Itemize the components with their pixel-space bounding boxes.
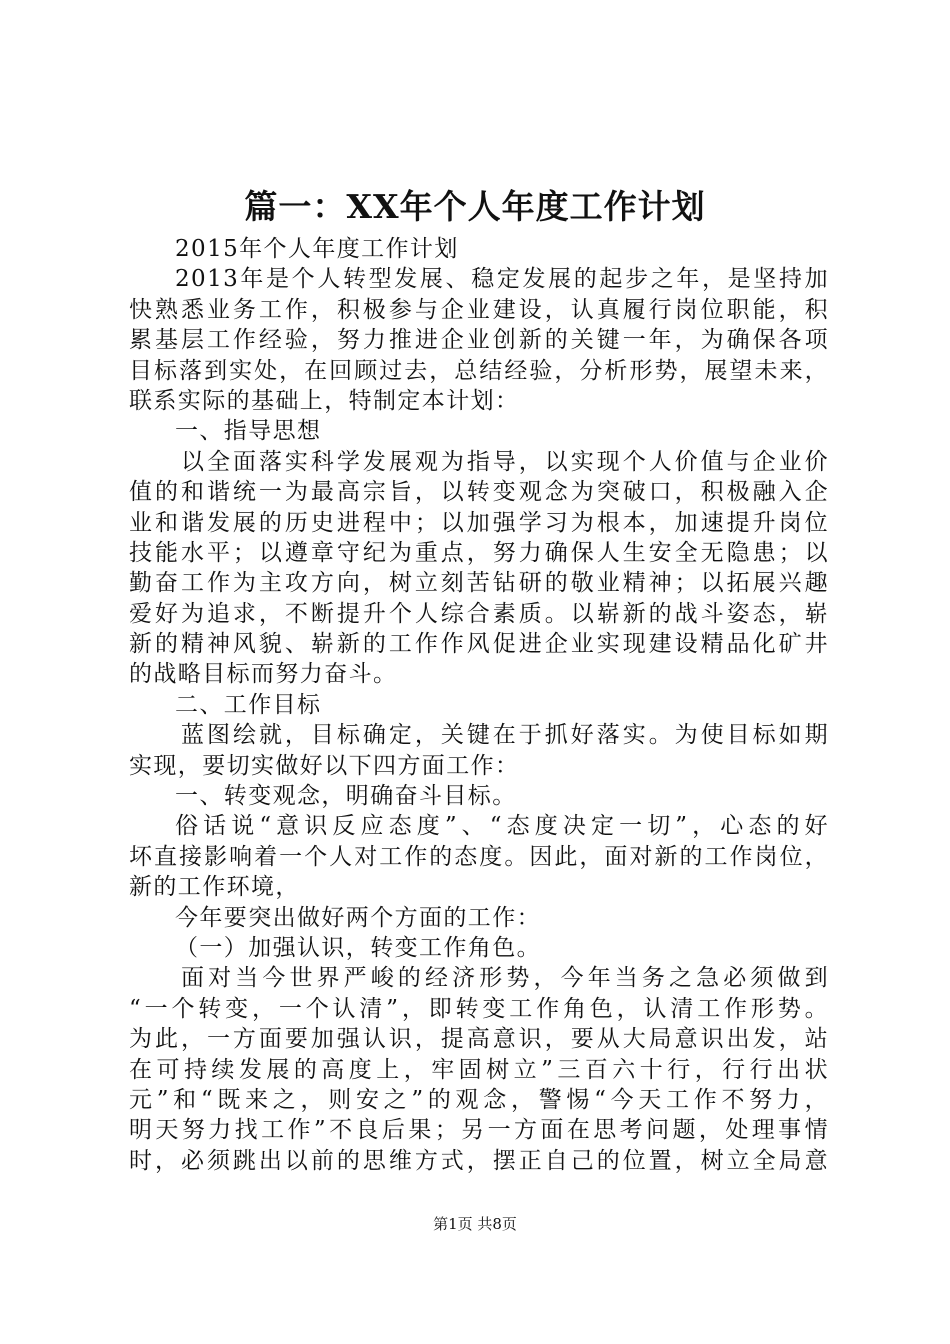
paragraph-line: 2015年个人年度工作计划 [175, 236, 459, 262]
paragraph-line: 业和谐发展的历史进程中；以加强学习为根本，加速提升岗位 [129, 509, 829, 536]
page-number-footer: 第1页 共8页 [433, 1215, 517, 1233]
paragraph-line: 目标落到实处，在回顾过去，总结经验，分析形势，展望未来， [129, 357, 829, 384]
paragraph-line: 明天努力找工作”不良后果；另一方面在思考问题，处理事情 [129, 1117, 829, 1144]
paragraph-line: 实现，要切实做好以下四方面工作： [129, 752, 520, 779]
section-heading: 一、指导思想 [175, 418, 322, 445]
paragraph-line: 时，必须跳出以前的思维方式，摆正自己的位置，树立全局意 [129, 1147, 829, 1174]
paragraph-line: 的战略目标而努力奋斗。 [129, 661, 398, 688]
section-heading: 二、工作目标 [175, 691, 322, 718]
paragraph-line: 新的精神风貌、崭新的工作作风促进企业实现建设精品化矿井 [129, 631, 829, 658]
paragraph-line: 今年要突出做好两个方面的工作： [175, 904, 541, 931]
paragraph-line: 爱好为追求，不断提升个人综合素质。以崭新的战斗姿态，崭 [129, 600, 829, 627]
paragraph-line: 2013年是个人转型发展、稳定发展的起步之年，是坚持加 [175, 266, 829, 293]
paragraph-line: 联系实际的基础上，特制定本计划： [129, 387, 520, 414]
paragraph-line: 为此，一方面要加强认识，提高意识，要从大局意识出发，站 [129, 1026, 829, 1053]
paragraph-line: 快熟悉业务工作，积极参与企业建设，认真履行岗位职能，积 [129, 296, 829, 323]
paragraph-line: 坏直接影响着一个人对工作的态度。因此，面对新的工作岗位， [129, 843, 829, 870]
paragraph-line: 在可持续发展的高度上，牢固树立”三百六十行，行行出状 [129, 1056, 829, 1083]
subsection-heading: （一）加强认识，转变工作角色。 [175, 934, 541, 961]
paragraph-line: 面对当今世界严峻的经济形势，今年当务之急必须做到 [181, 965, 829, 992]
document-title: 篇一：XX年个人年度工作计划 [244, 187, 706, 226]
paragraph-line: 俗话说“意识反应态度”、“态度决定一切”，心态的好 [175, 813, 829, 840]
paragraph-line: 蓝图绘就，目标确定，关键在于抓好落实。为使目标如期 [181, 722, 829, 749]
paragraph-line: 技能水平；以遵章守纪为重点，努力确保人生安全无隐患；以 [129, 539, 829, 566]
paragraph-line: 值的和谐统一为最高宗旨，以转变观念为突破口，积极融入企 [129, 479, 829, 506]
subsection-heading: 一、转变观念，明确奋斗目标。 [175, 783, 517, 810]
paragraph-line: 勤奋工作为主攻方向，树立刻苦钻研的敬业精神；以拓展兴趣 [129, 570, 829, 597]
document-body [129, 234, 829, 1176]
paragraph-line: 累基层工作经验，努力推进企业创新的关键一年，为确保各项 [129, 327, 829, 354]
paragraph-line: 元”和“既来之，则安之”的观念，警惕“今天工作不努力， [129, 1086, 829, 1113]
paragraph-line: 新的工作环境， [129, 874, 300, 901]
paragraph-line: 以全面落实科学发展观为指导，以实现个人价值与企业价 [181, 448, 829, 475]
paragraph-line: “一个转变，一个认清”，即转变工作角色，认清工作形势。 [129, 995, 829, 1022]
